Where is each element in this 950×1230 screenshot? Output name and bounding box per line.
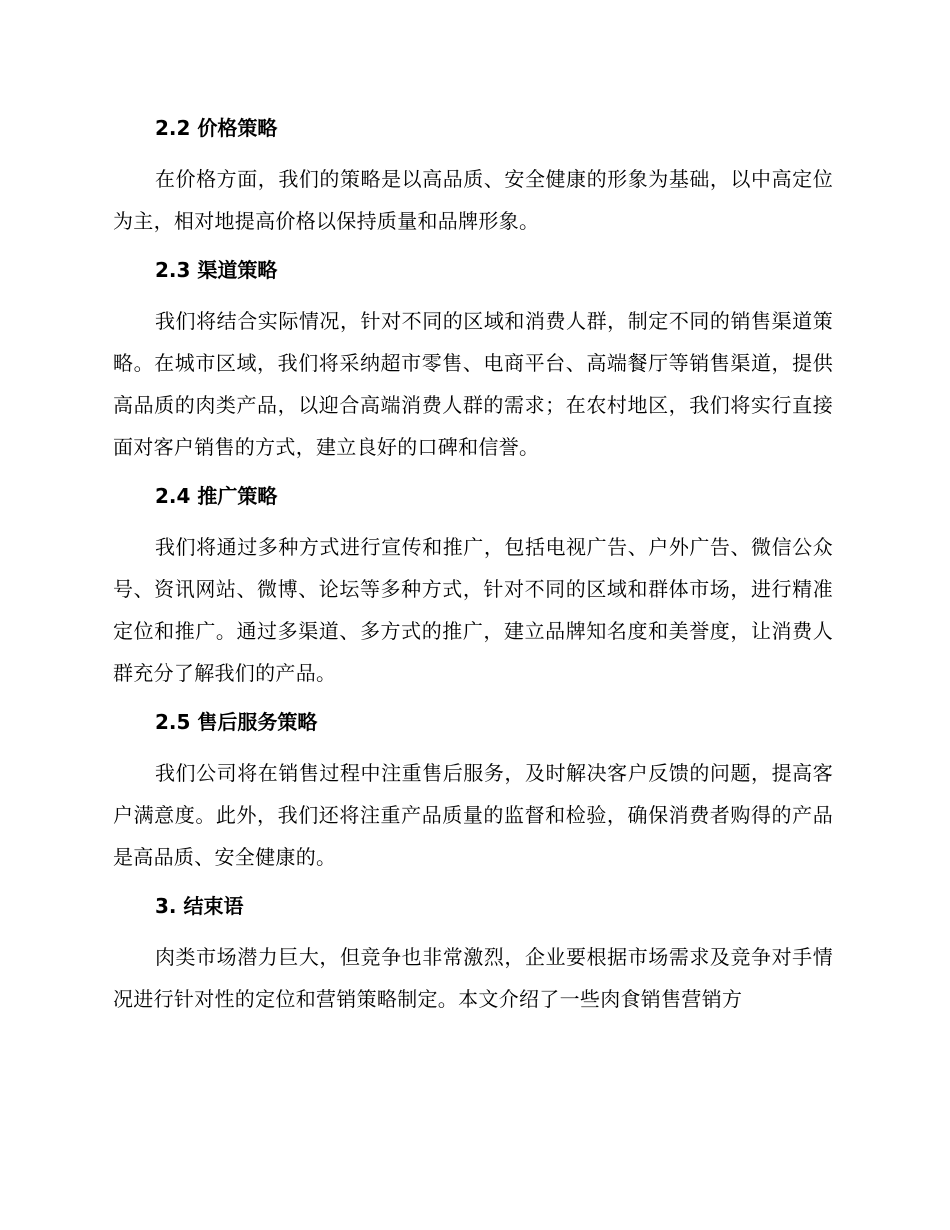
section-paragraph-2-5: 我们公司将在销售过程中注重售后服务，及时解决客户反馈的问题，提高客户满意度。此外，我们还将注重产品质量的监督和检验，确保消费者购得的产品是高品质、安全健康的。 — [113, 761, 833, 869]
section-paragraph-2-3: 我们将结合实际情况，针对不同的区域和消费人群，制定不同的销售渠道策略。在城市区域，我们将采纳超市零售、电商平台、高端餐厅等销售渠道，提供高品质的肉类产品，以迎合高端消费人群的需求；在农村地区，我们将实行直接面对客户销售的方式，建立良好的口碑和信誉。 — [113, 309, 833, 459]
section-heading-2-3: 2.3 渠道策略 — [155, 258, 278, 282]
section-paragraph-2-2: 在价格方面，我们的策略是以高品质、安全健康的形象为基础，以中高定位为主，相对地提高价格以保持质量和品牌形象。 — [113, 167, 833, 233]
section-heading-2-5: 2.5 售后服务策略 — [155, 710, 318, 734]
section-paragraph-3: 肉类市场潜力巨大，但竞争也非常激烈，企业要根据市场需求及竞争对手情况进行针对性的定位和营销策略制定。本文介绍了一些肉食销售营销方 — [113, 945, 833, 1011]
section-paragraph-2-4: 我们将通过多种方式进行宣传和推广，包括电视广告、户外广告、微信公众号、资讯网站、微博、论坛等多种方式，针对不同的区域和群体市场，进行精准定位和推广。通过多渠道、多方式的推广，建立品牌知名度和美誉度，让消费人群充分了解我们的产品。 — [113, 535, 833, 685]
document-page — [113, 108, 833, 1028]
section-heading-2-4: 2.4 推广策略 — [155, 484, 278, 508]
section-heading-2-2: 2.2 价格策略 — [155, 116, 278, 140]
section-heading-3: 3. 结束语 — [155, 894, 244, 918]
